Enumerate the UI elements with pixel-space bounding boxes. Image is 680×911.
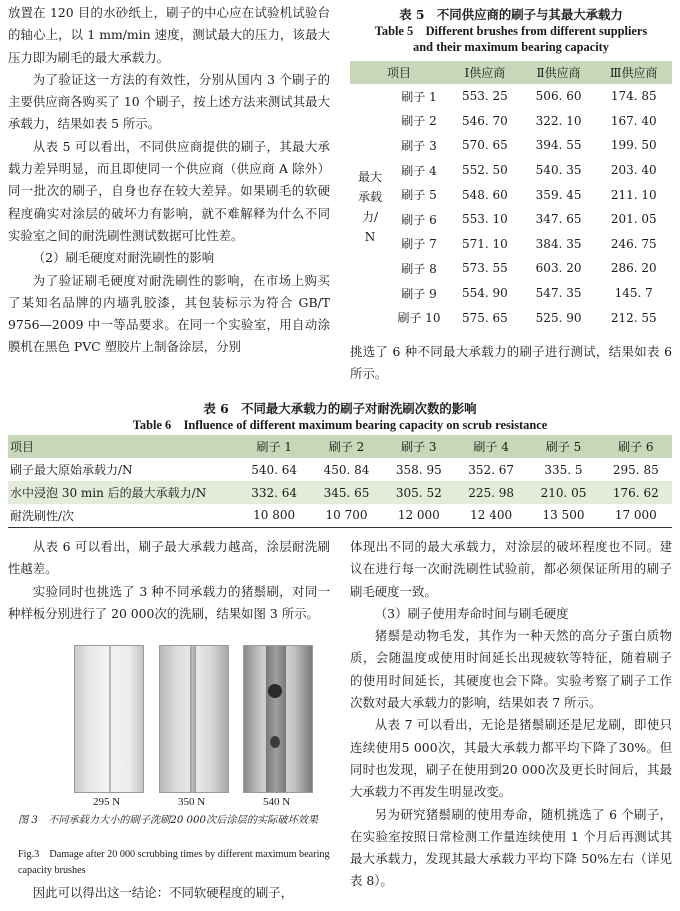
- table-cell: 199. 50: [610, 138, 657, 153]
- row-label: 刷子 3: [401, 138, 437, 153]
- figure3-caption-en: Fig.3 Damage after 20 000 scrubbing times by different maximum bearing capacity brushes: [18, 849, 330, 876]
- table-cell: 352. 67: [468, 462, 515, 477]
- table-cell: 570. 65: [461, 138, 508, 153]
- row-label: 刷子 6: [401, 212, 437, 227]
- figure-label: 350 N: [178, 796, 206, 808]
- figure-label: 540 N: [263, 796, 291, 808]
- table-cell: 174. 85: [610, 89, 657, 104]
- table-row: [8, 504, 672, 527]
- table-row: [8, 458, 672, 481]
- table-cell: 286. 20: [610, 261, 657, 276]
- table-cell: 384. 35: [535, 236, 582, 251]
- table-cell: 335. 5: [544, 462, 583, 477]
- table-cell: 246. 75: [610, 236, 657, 251]
- paragraph: 挑选了 6 种不同最大承载力的刷子进行测试，结果如表 6 所示。: [350, 344, 672, 382]
- row-label: 刷子 5: [401, 188, 437, 203]
- right-bottom-text: [350, 536, 672, 893]
- table-row: [8, 481, 672, 504]
- table-header: 项目: [8, 435, 238, 458]
- paragraph: 从表 7 可以看出，无论是猪鬃刷还是尼龙刷，即使只连续使用5 000次，其最大承载力都平均下降了30%。但同时也发现，刷子在使用到20 000次及更长时间后，其最大承载力不再发生明显改变。: [350, 717, 672, 800]
- table-cell: 506. 60: [535, 89, 582, 104]
- table-cell: 10 700: [325, 508, 368, 523]
- table-row: [350, 109, 672, 134]
- table-row: [350, 232, 672, 257]
- table5: [350, 61, 672, 330]
- table-cell: 525. 90: [535, 310, 582, 325]
- table-cell: 225. 98: [455, 481, 527, 504]
- table-cell: 176. 62: [600, 481, 672, 504]
- group-label: 最大 承载 力/ N: [357, 169, 382, 244]
- table6-block: [8, 400, 672, 528]
- paragraph: 从表 6 可以看出，刷子最大承载力越高，涂层耐洗刷性越差。: [8, 539, 330, 577]
- table5-caption-cn: 表 5 不同供应商的刷子与其最大承载力: [399, 7, 623, 22]
- table-cell: 12 400: [470, 508, 513, 523]
- paragraph: 从表 5 可以看出，不同供应商提供的刷子，其最大承载力差异明显，而且即使同一个供应商（供应商 A 除外）同一批次的刷子，自身也存在较大差异。如果刷毛的软硬程度确实对涂层的破坏力有影响，就不难解释为什么不同实验室之间的耐洗刷性测试数据可比性差。: [8, 138, 330, 243]
- table-cell: 305. 52: [383, 481, 455, 504]
- row-label: 水中浸泡 30 min 后的最大承载力/N: [8, 481, 238, 504]
- paragraph: 因此可以得出这一结论：不同软硬程度的刷子，: [32, 885, 293, 900]
- table-header: Ⅲ供应商: [595, 61, 672, 84]
- table-row: [350, 158, 672, 183]
- table-cell: 12 000: [397, 508, 440, 523]
- paragraph: 实验同时也挑选了 3 种不同承载力的猪鬃刷，对同一种样板分别进行了 20 000次的洗刷，结果如图 3 所示。: [8, 583, 330, 621]
- table-row: [350, 281, 672, 306]
- table-cell: 553. 25: [461, 89, 508, 104]
- table-cell: 295. 85: [612, 462, 659, 477]
- section-heading: （2）刷毛硬度对耐洗刷性的影响: [32, 250, 215, 266]
- paragraph: 体现出不同的最大承载力，对涂层的破坏程度也不同。建议在进行每一次耐洗刷性试验前，都必须保证所用的刷子刷毛硬度一致。: [350, 539, 672, 599]
- table-header: 刷子 6: [600, 435, 672, 458]
- table-cell: 211. 10: [610, 187, 657, 202]
- table-cell: 552. 50: [461, 163, 508, 178]
- table-cell: 540. 64: [251, 462, 298, 477]
- right-after-table5: [350, 341, 672, 386]
- figure-label: 295 N: [93, 796, 121, 808]
- table-row: [350, 182, 672, 207]
- paragraph: 为了验证刷毛硬度对耐洗刷性的影响，在市场上购买了某知名品牌的内墙乳胶漆，其包装标示为符合 GB/T 9756—2009 中一等品要求。在同一个实验室，用自动涂膜机在黑色 PVC 塑胶片上制备涂层，分别: [8, 272, 330, 355]
- table-header: Ⅰ供应商: [448, 61, 522, 84]
- table-cell: 571. 10: [461, 236, 508, 251]
- table-cell: 548. 60: [461, 187, 508, 202]
- table-row: [350, 84, 672, 109]
- left-bottom-text: [8, 536, 330, 625]
- table-cell: 575. 65: [461, 310, 508, 325]
- table-cell: 546. 70: [461, 113, 508, 128]
- paragraph: 猪鬃是动物毛发，其作为一种天然的高分子蛋白质物质，会随温度或使用时间延长出现疲软等特征，随着刷子的使用时间延长，其硬度也会下降。实验考察了刷子工作次数对最大承载力的影响，结果如表 7 所示。: [350, 628, 672, 711]
- paragraph: 放置在 120 目的水砂纸上，刷子的中心应在试验机试验台的轴心上，以 1 mm/min 速度，测试最大的压力，该最大压力即为刷毛的最大承载力。: [8, 5, 330, 65]
- table-cell: 540. 35: [535, 163, 582, 178]
- paragraph: 另为研究猪鬃刷的使用寿命，随机挑选了 6 个刷子，在实验室按照日常检测工作量连续使用 1 个月后再测试其最大承载力，发现其最大承载力平均下降 50%左右（详见表 8）。: [350, 806, 672, 889]
- table5-caption-en: Table 5 Different brushes from different suppliers: [374, 24, 648, 38]
- paragraph: 为了验证这一方法的有效性，分别从国内 3 个刷子的主要供应商各购买了 10 个刷子，按上述方法来测试其最大承载力，结果如表 5 所示。: [8, 71, 330, 132]
- table6: [8, 435, 672, 528]
- table-cell: 13 500: [542, 508, 585, 523]
- row-label: 刷子 8: [401, 261, 437, 276]
- left-top-text: [8, 2, 330, 359]
- table-cell: 603. 20: [535, 261, 582, 276]
- table6-caption-en: Table 6 Influence of different maximum bearing capacity on scrub resistance: [132, 418, 548, 432]
- table-cell: 573. 55: [461, 261, 508, 276]
- table-cell: 167. 40: [610, 113, 657, 128]
- table-cell: 553. 10: [461, 212, 508, 227]
- sample-strip-295n: [74, 645, 144, 793]
- table-row: [350, 305, 672, 330]
- figure3-caption-cn: 图 3 不同承载力大小的刷子洗刷20 000次后涂层的实际破坏效果: [18, 815, 319, 826]
- row-label: 耐洗刷性/次: [10, 508, 75, 523]
- table-row: [350, 207, 672, 232]
- row-label: 刷子 9: [401, 286, 437, 301]
- table-header: 刷子 3: [383, 435, 455, 458]
- row-label: 刷子 4: [401, 163, 437, 178]
- row-label: 刷子 7: [401, 237, 437, 252]
- table-header: 刷子 2: [310, 435, 382, 458]
- table-row: [350, 133, 672, 158]
- table-cell: 212. 55: [610, 310, 657, 325]
- sample-strip-350n: [159, 645, 229, 793]
- figure3: [45, 645, 295, 808]
- table-cell: 554. 90: [461, 286, 508, 301]
- table-cell: 210. 05: [527, 481, 599, 504]
- row-label: 刷子 1: [401, 89, 437, 104]
- table-cell: 345. 65: [310, 481, 382, 504]
- table-header: 项目: [350, 61, 448, 84]
- sample-strip-540n: [243, 645, 313, 793]
- row-label: 刷子最大原始承载力/N: [10, 463, 133, 477]
- table-cell: 17 000: [614, 508, 657, 523]
- table-cell: 10 800: [253, 508, 296, 523]
- table-header: 刷子 4: [455, 435, 527, 458]
- table-header: 刷子 5: [527, 435, 599, 458]
- table5-block: [350, 6, 672, 330]
- left-last-line: [8, 882, 330, 904]
- table-cell: 347. 65: [535, 212, 582, 227]
- table-cell: 322. 10: [535, 113, 582, 128]
- table-cell: 450. 84: [323, 462, 370, 477]
- table-cell: 358. 95: [395, 462, 442, 477]
- table-header: Ⅱ供应商: [522, 61, 596, 84]
- table-cell: 201. 05: [610, 212, 657, 227]
- table-cell: 394. 55: [535, 138, 582, 153]
- row-label: 刷子 2: [401, 114, 437, 129]
- row-label: 刷子 10: [397, 311, 441, 326]
- table-cell: 547. 35: [535, 286, 582, 301]
- table-row: [350, 256, 672, 281]
- table-cell: 145. 7: [614, 286, 653, 301]
- table6-caption-cn: 表 6 不同最大承载力的刷子对耐洗刷次数的影响: [203, 401, 477, 416]
- table-cell: 203. 40: [610, 163, 657, 178]
- table-cell: 359. 45: [535, 187, 582, 202]
- table-cell: 332. 64: [238, 481, 310, 504]
- table-header: 刷子 1: [238, 435, 310, 458]
- table5-caption-en: and their maximum bearing capacity: [413, 40, 609, 54]
- section-heading: （3）刷子使用寿命时间与刷毛硬度: [374, 605, 569, 621]
